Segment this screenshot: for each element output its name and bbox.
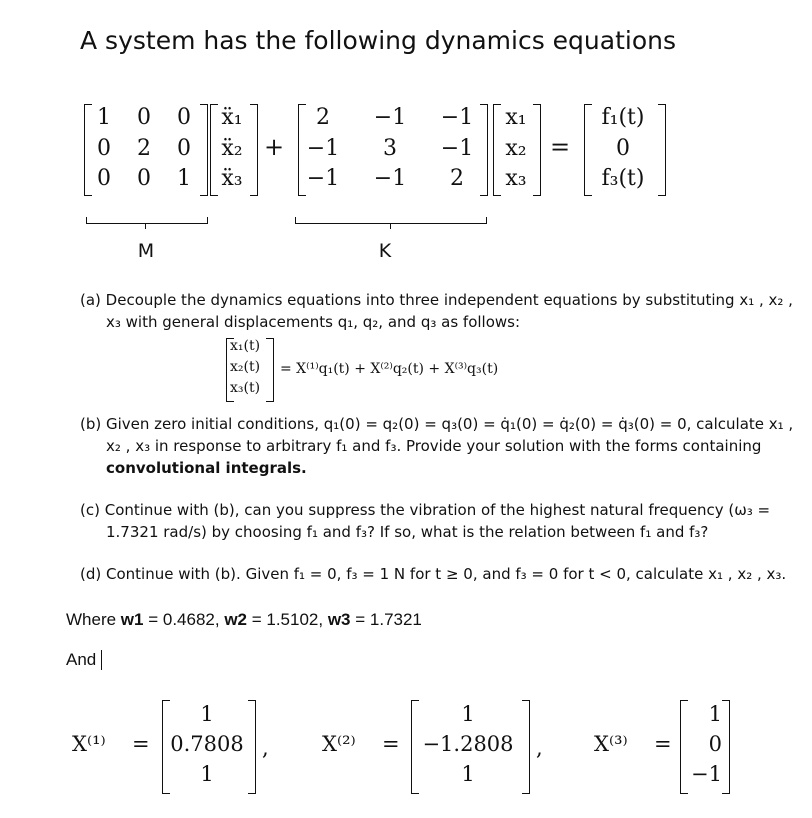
question-b-line1: (b) Given zero initial conditions, q₁(0) = q₂(0) = q₃(0) = q̇₁(0) = q̇₂(0) = q̇₃(0) = 0, calculate x₁ , bbox=[80, 415, 794, 433]
bracket-right bbox=[658, 104, 666, 196]
decoupling-expression: = X⁽¹⁾q₁(t) + X⁽²⁾q₂(t) + X⁽³⁾q₃(t) bbox=[280, 361, 499, 377]
matrix-cell: 0 bbox=[177, 136, 191, 161]
vector-cell: x₂ bbox=[505, 136, 527, 161]
question-d-line1: (d) Continue with (b). Given f₁ = 0, f₃ = 1 N for t ≥ 0, and f₃ = 0 for t < 0, calculate x₁ , x₂ , x₃. bbox=[80, 565, 787, 583]
question-c-line2: 1.7321 rad/s) by choosing f₁ and f₃? If so, what is the relation between f₁ and f₃? bbox=[106, 523, 709, 541]
bracket-right bbox=[480, 104, 488, 196]
vector-cell: f₁(t) bbox=[601, 105, 645, 130]
matrix-cell: 0 bbox=[137, 166, 151, 191]
bracket-right bbox=[522, 700, 530, 794]
mode1-value: 0.7808 bbox=[170, 732, 244, 756]
question-b-line3: convolutional integrals. bbox=[106, 459, 307, 477]
vector-cell: x₁(t) bbox=[230, 338, 261, 354]
equals-sign: = bbox=[132, 732, 150, 756]
matrix-cell: −1 bbox=[306, 166, 340, 191]
bracket-right bbox=[722, 700, 730, 794]
mode2-value: 1 bbox=[461, 702, 475, 726]
underbrace-tick bbox=[390, 223, 391, 229]
bracket-right bbox=[250, 104, 258, 196]
matrix-cell: 2 bbox=[316, 105, 330, 130]
comma: , bbox=[536, 736, 543, 760]
vector-cell: x₃ bbox=[505, 166, 527, 191]
mode1-value: 1 bbox=[200, 702, 214, 726]
comma: , bbox=[262, 736, 269, 760]
plus-sign: + bbox=[264, 133, 285, 161]
equals-sign: = bbox=[382, 732, 400, 756]
equals-sign: = bbox=[654, 732, 672, 756]
w2-label: w2 bbox=[224, 610, 247, 629]
bracket-right bbox=[533, 104, 541, 196]
bracket-right bbox=[266, 338, 274, 402]
page-title: A system has the following dynamics equations bbox=[80, 26, 676, 55]
matrix-cell: 2 bbox=[137, 136, 151, 161]
matrix-cell: 1 bbox=[177, 166, 191, 191]
vector-cell: x₁ bbox=[505, 105, 527, 130]
vector-cell: ẍ₂ bbox=[221, 136, 243, 161]
w1-label: w1 bbox=[120, 610, 144, 629]
underbrace-tick bbox=[145, 223, 146, 229]
vector-cell: ẍ₃ bbox=[221, 166, 243, 191]
vector-cell: x₃(t) bbox=[230, 380, 261, 396]
mode3-label: X⁽³⁾ bbox=[594, 732, 628, 756]
mode3-value: 1 bbox=[708, 702, 722, 726]
w1-value: = 0.4682, bbox=[143, 610, 225, 629]
bracket-right bbox=[200, 104, 208, 196]
question-c-line1: (c) Continue with (b), can you suppress the vibration of the highest natural frequency (ω₃ = bbox=[80, 501, 771, 519]
label-M: M bbox=[137, 240, 155, 262]
where-prefix: Where bbox=[66, 610, 121, 629]
matrix-cell: 3 bbox=[383, 136, 397, 161]
vector-cell: ẍ₁ bbox=[221, 105, 243, 130]
vector-cell: f₃(t) bbox=[601, 166, 645, 191]
question-b-line2: x₂ , x₃ in response to arbitrary f₁ and f₃. Provide your solution with the forms containing bbox=[106, 437, 762, 455]
mode2-value: −1.2808 bbox=[422, 732, 514, 756]
underbrace-M bbox=[86, 217, 208, 224]
matrix-cell: 0 bbox=[137, 105, 151, 130]
frequencies-line bbox=[66, 610, 422, 630]
matrix-cell: −1 bbox=[306, 136, 340, 161]
mode2-value: 1 bbox=[461, 762, 475, 786]
and-text: And bbox=[66, 650, 97, 669]
question-a-line2: x₃ with general displacements q₁, q₂, and q₃ as follows: bbox=[106, 313, 521, 331]
w3-label: w3 bbox=[327, 610, 351, 629]
vector-cell: x₂(t) bbox=[230, 359, 261, 375]
mode2-label: X⁽²⁾ bbox=[322, 732, 356, 756]
matrix-cell: −1 bbox=[440, 136, 474, 161]
w3-value: = 1.7321 bbox=[350, 610, 422, 629]
bracket-right bbox=[248, 700, 256, 794]
matrix-cell: −1 bbox=[440, 105, 474, 130]
w2-value: = 1.5102, bbox=[247, 610, 328, 629]
matrix-cell: 2 bbox=[450, 166, 464, 191]
vector-cell: 0 bbox=[616, 136, 630, 161]
matrix-cell: −1 bbox=[373, 105, 407, 130]
mode1-label: X⁽¹⁾ bbox=[72, 732, 106, 756]
matrix-cell: 0 bbox=[97, 166, 111, 191]
equals-sign: = bbox=[550, 133, 571, 161]
matrix-cell: 1 bbox=[97, 105, 111, 130]
label-K: K bbox=[378, 240, 392, 262]
underbrace-K bbox=[295, 217, 487, 224]
matrix-cell: 0 bbox=[97, 136, 111, 161]
mode3-value: 0 bbox=[708, 732, 722, 756]
question-a-line1: (a) Decouple the dynamics equations into three independent equations by substituting x₁ , x₂ , bbox=[80, 291, 793, 309]
mode3-value: −1 bbox=[691, 762, 722, 786]
matrix-cell: 0 bbox=[177, 105, 191, 130]
matrix-cell: −1 bbox=[373, 166, 407, 191]
mode1-value: 1 bbox=[200, 762, 214, 786]
text-cursor bbox=[101, 650, 102, 670]
